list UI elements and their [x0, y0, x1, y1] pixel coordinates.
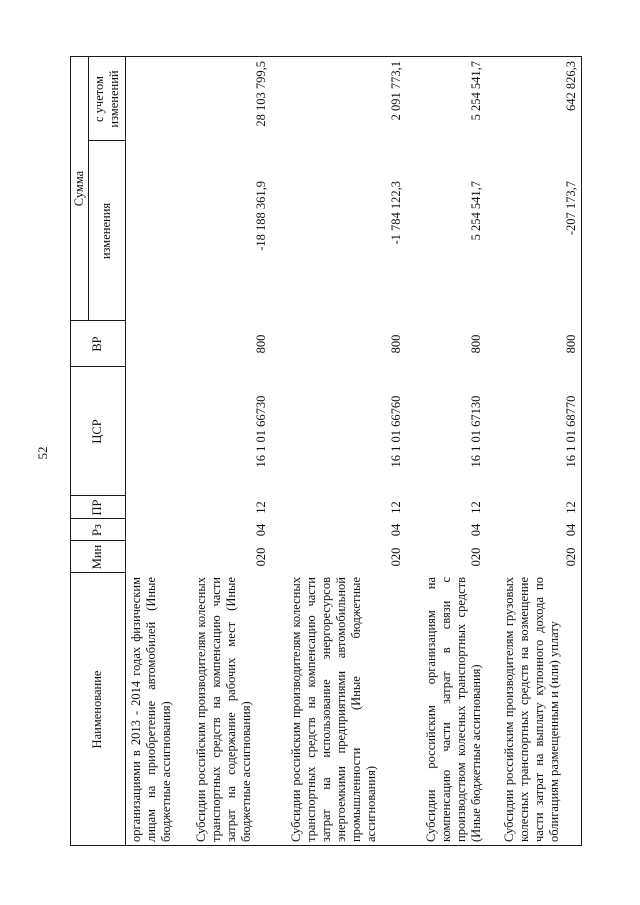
table-row-3-vr: 800 — [469, 334, 483, 354]
table-row-3-csr: 16 1 01 67130 — [469, 395, 483, 468]
table-row-4-pr: 12 — [564, 501, 578, 514]
table-row-4-rz: 04 — [564, 523, 578, 537]
header-bottom-border — [125, 56, 126, 846]
header-csr: ЦСР — [90, 419, 104, 444]
table-row-2-changes: -1 784 122,3 — [389, 181, 403, 245]
table-row-2-vr: 800 — [389, 334, 403, 354]
table-row-4-vr: 800 — [564, 334, 578, 354]
table-row-0-name: организациями в 2013 - 2014 годах физическим лицам на приобретение автомобилей (Иные бюджетные ассигнования) — [129, 577, 173, 842]
table-right-border — [70, 56, 582, 57]
table-row-3-with-changes: 5 254 541,7 — [469, 61, 483, 121]
table-row-1-name: Субсидии российским производителям колесных транспортных средств на компенсацию части затрат на содержание рабочих мест (Иные бюджетные ассигнования) — [194, 577, 253, 842]
table-row-1-pr: 12 — [254, 501, 268, 514]
table-row-4-with-changes: 642 826,3 — [564, 61, 578, 111]
table-bottom-border — [581, 56, 582, 846]
header-sum: Сумма — [71, 170, 86, 207]
table-row-1-min: 020 — [254, 547, 268, 567]
header-rz: Рз — [90, 524, 104, 536]
page-number-text: 52 — [35, 446, 50, 460]
table-row-3-pr: 12 — [469, 501, 483, 514]
header-name: Наименование — [90, 670, 104, 749]
header-changes: изменения — [99, 202, 113, 260]
table-row-2-with-changes: 2 091 773,1 — [389, 61, 403, 121]
table-row-2-name: Субсидии российским производителям колесных транспортных средств на компенсацию части затрат на использование энергоресурсов энергоемкими предприятиями автомобильной промышленности (Иные бюджетные ассигнования) — [289, 577, 378, 842]
header-pr: ПР — [90, 499, 104, 516]
table-row-1-vr: 800 — [254, 334, 268, 354]
table-row-1-with-changes: 28 103 799,5 — [254, 61, 268, 127]
header-with-changes: с учетом изменений — [91, 70, 121, 128]
table-row-2-csr: 16 1 01 66760 — [389, 395, 403, 468]
header-min: Мин — [90, 544, 104, 570]
budget-table — [70, 56, 582, 846]
table-row-1-changes: -18 188 361,9 — [254, 181, 268, 251]
table-row-3-name: Субсидии российским организациям на компенсацию части затрат в связи с производством колесных транспортных средств (Иные бюджетные ассигнования) — [424, 577, 483, 842]
table-row-3-min: 020 — [469, 547, 483, 567]
table-row-3-changes: 5 254 541,7 — [469, 181, 483, 241]
table-row-2-rz: 04 — [389, 523, 403, 537]
table-row-2-pr: 12 — [389, 501, 403, 514]
table-row-4-csr: 16 1 01 68770 — [564, 395, 578, 468]
table-row-4-min: 020 — [564, 547, 578, 567]
table-row-3-rz: 04 — [469, 523, 483, 537]
table-row-2-min: 020 — [389, 547, 403, 567]
table-row-1-csr: 16 1 01 66730 — [254, 395, 268, 468]
table-row-4-changes: -207 173,7 — [564, 181, 578, 236]
table-row-1-rz: 04 — [254, 523, 268, 537]
header-vr: ВР — [90, 336, 104, 352]
table-row-4-name: Субсидии российским производителям грузовых колесных транспортных средств на возмещение части затрат на выплату купонного дохода по облигациям размещенным и (или) уплату — [502, 577, 561, 842]
